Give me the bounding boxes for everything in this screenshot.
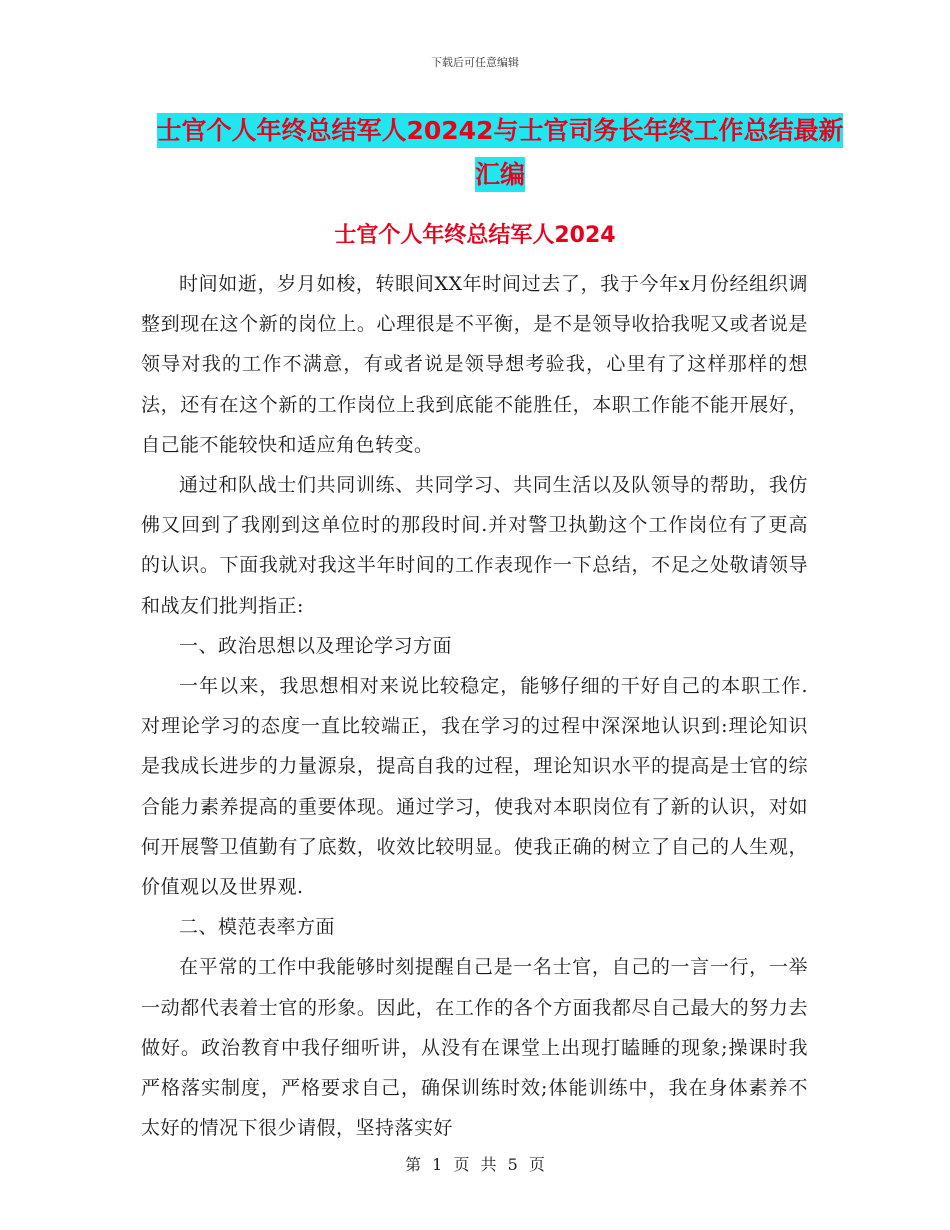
paragraph: 时间如逝，岁月如梭，转眼间XX年时间过去了，我于今年x月份经组织调整到现在这个新的岗位上。心理很是不平衡，是不是领导收拾我呢又或者说是领导对我的工作不满意，有或者说是领导想考验我，心里有了这样那样的想法，还有在这个新的工作岗位上我到底能不能胜任，本职工作能不能开展好，自己能不能较快和适应角色转变。 — [141, 273, 808, 456]
section-heading-politics: 一、政治思想以及理论学习方面 — [179, 634, 453, 657]
paragraph: 一年以来，我思想相对来说比较稳定，能够仔细的干好自己的本职工作.对理论学习的态度一直比较端正，我在学习的过程中深深地认识到:理论知识是我成长进步的力量源泉，提高自我的过程，理论知识水平的提高是士官的综合能力素养提高的重要体现。通过学习，使我对本职岗位有了新的认识，对如何开展警卫值勤有了底数，收效比较明显。使我正确的树立了自己的人生观，价值观以及世界观. — [141, 675, 808, 899]
main-title-text: 士官个人年终总结军人20242与士官司务长年终工作总结最新汇编 — [157, 113, 844, 192]
header-note: 下载后可任意编辑 — [431, 56, 519, 69]
section-heading-model: 二、模范表率方面 — [179, 916, 336, 939]
document-main-title — [150, 109, 850, 197]
paragraph: 在平常的工作中我能够时刻提醒自己是一名士官，自己的一言一行，一举一动都代表着士官的形象。因此，在工作的各个方面我都尽自己最大的努力去做好。政治教育中我仔细听讲，从没有在课堂上出现打瞌睡的现象;操课时我严格落实制度，严格要求自己，确保训练时效;体能训练中，我在身体素养不太好的情况下很少请假，坚持落实好 — [141, 956, 808, 1140]
document-body — [141, 264, 808, 1148]
page-footer: 第 1 页 共 5 页 — [405, 1155, 545, 1174]
paragraph: 通过和队战士们共同训练、共同学习、共同生活以及队领导的帮助，我仿佛又回到了我刚到这单位时的那段时间.并对警卫执勤这个工作岗位有了更高的认识。下面我就对我这半年时间的工作表现作一下总结，不足之处敬请领导和战友们批判指正: — [141, 474, 808, 617]
section-title: 士官个人年终总结军人2024 — [334, 223, 616, 248]
